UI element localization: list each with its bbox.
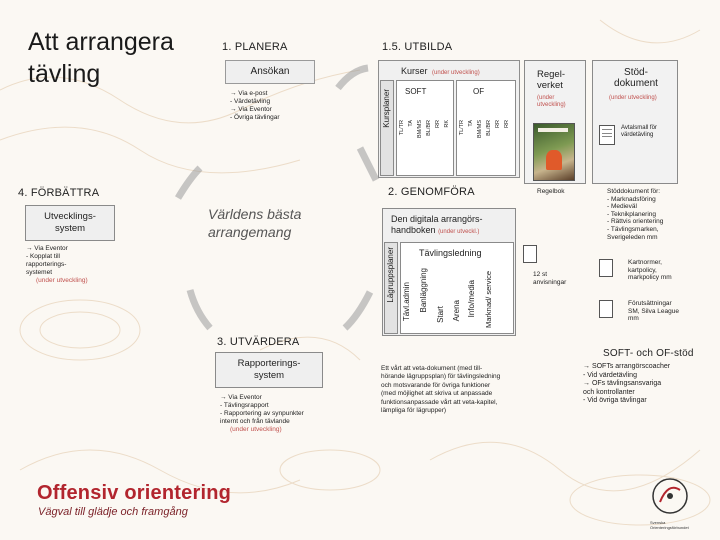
stod-list-item: - Marknadsföring bbox=[607, 195, 656, 203]
stod-label bbox=[601, 67, 671, 89]
digitala-label-line: Den digitala arrangörs- bbox=[391, 214, 483, 224]
section-soft-of: SOFT- och OF-stöd bbox=[603, 348, 694, 359]
stod-list-item: Sverigeleden mm bbox=[607, 233, 658, 241]
forutsattningar-icon bbox=[599, 300, 613, 318]
of-col: TL/TR bbox=[459, 120, 465, 136]
section-planera: 1. PLANERA bbox=[222, 41, 288, 53]
rapportering-box[interactable] bbox=[215, 352, 323, 388]
funktion-col: Marknad/ service bbox=[484, 270, 493, 328]
stod-box[interactable] bbox=[592, 60, 678, 184]
avtal-line: Avtalsmall för bbox=[621, 125, 657, 131]
forutsattningar-label bbox=[628, 300, 679, 323]
digital-desc-line: funktionsanpassade vårt att veta-kapitel, bbox=[381, 398, 498, 406]
federation-logo-text bbox=[650, 521, 689, 530]
kurser-label: Kurser bbox=[401, 66, 428, 76]
soft-label: SOFT bbox=[405, 87, 427, 96]
section-utbilda: 1.5. UTBILDA bbox=[382, 41, 453, 53]
funktion-col: Info/media bbox=[467, 280, 476, 318]
digital-desc-line: (med möjlighet att skriva ut anpassade bbox=[381, 390, 493, 398]
stod-list-title: Stöddokument för: bbox=[607, 188, 661, 195]
utvecklingssystem-label-line: system bbox=[54, 223, 86, 234]
of-col: RR bbox=[495, 120, 501, 128]
of-label: OF bbox=[473, 87, 485, 96]
stod-note: (under utveckling) bbox=[609, 95, 657, 101]
rapportering-note: (under utveckling) bbox=[230, 426, 282, 433]
regelverket-label-line: Regel- bbox=[537, 69, 565, 80]
of-col: RR bbox=[504, 120, 510, 128]
digitala-label-line-2 bbox=[391, 225, 483, 238]
utvecklingssystem-box[interactable] bbox=[25, 205, 115, 241]
rapportering-line: internt och från tävlande bbox=[220, 418, 290, 425]
stod-label-line: dokument bbox=[614, 78, 658, 89]
title-line-2: tävling bbox=[28, 60, 101, 88]
utveckling-line: - Kopplat till bbox=[26, 253, 60, 260]
footer-brand: Offensiv orientering bbox=[37, 482, 232, 504]
stod-list bbox=[607, 188, 707, 241]
kartnormer-line: kartpolicy, bbox=[628, 266, 657, 274]
digital-desc-line: hörande lägruppsplan) för tävlingsledning bbox=[381, 373, 501, 381]
regelverket-note-line: utveckling) bbox=[537, 102, 566, 108]
funktion-col: Tävl.admin bbox=[402, 282, 411, 322]
avtal-line: värdetävling bbox=[621, 132, 654, 138]
funktion-col: Start bbox=[436, 306, 445, 323]
utveckling-line: → Via Eventor bbox=[26, 245, 68, 252]
rapportering-line: - Rapportering av synpunkter bbox=[220, 410, 304, 417]
stod-list-item: - Teknikplanering bbox=[607, 210, 657, 218]
ansokan-line: → Via e-post bbox=[230, 90, 268, 97]
soft-of-list bbox=[583, 363, 713, 406]
kurser-label-row bbox=[401, 66, 480, 76]
kursplaner-label: Kursplaner bbox=[382, 89, 391, 128]
footer-tagline: Vägval till glädje och framgång bbox=[38, 506, 188, 518]
soft-col: TL/TR bbox=[399, 120, 405, 136]
forutsattningar-line: mm bbox=[628, 315, 639, 322]
rulebook-label: Regelbok bbox=[537, 188, 565, 195]
kartnormer-icon bbox=[599, 259, 613, 277]
soft-col: RR bbox=[435, 120, 441, 128]
soft-of-line: → OFs tävlingsansvariga bbox=[583, 380, 662, 388]
regelverket-label-line: verket bbox=[537, 80, 563, 91]
digitala-label-line: handboken bbox=[391, 225, 436, 235]
digitala-note: (under utveckl.) bbox=[438, 229, 480, 235]
ansokan-line: - Värdetävling bbox=[230, 98, 271, 105]
ansokan-details bbox=[230, 90, 350, 122]
utveckling-line: rapporterings- bbox=[26, 261, 67, 268]
document-icon bbox=[599, 125, 615, 145]
utvecklingssystem-label-line: Utvecklings- bbox=[44, 211, 96, 222]
kursplaner-strip bbox=[380, 80, 394, 176]
forutsattningar-line: SM, Silva League bbox=[628, 307, 679, 315]
logo-text-line: Orienteringsförbundet bbox=[650, 524, 689, 530]
digital-desc-line: Ett vårt att veta-dokument (med till- bbox=[381, 365, 483, 372]
rapportering-label bbox=[216, 353, 322, 382]
digital-desc-line: och motsvarande för övriga funktioner bbox=[381, 381, 491, 389]
funktion-col: Banläggning bbox=[419, 268, 428, 313]
soft-col: BM/MS bbox=[417, 120, 423, 139]
anvisningar-line: anvisningar bbox=[533, 278, 567, 286]
lagruppsplaner-strip bbox=[384, 242, 398, 334]
stod-list-item: - Rättvis orientering bbox=[607, 218, 664, 226]
forutsattningar-line: Förutsättningar bbox=[628, 300, 672, 307]
rulebook-image bbox=[533, 123, 575, 181]
rapportering-details bbox=[220, 394, 370, 434]
digital-desc-line: lämpliga för lägrupper) bbox=[381, 407, 447, 415]
soft-col: BL/BR bbox=[426, 120, 432, 136]
section-genomfora: 2. GENOMFÖRA bbox=[388, 186, 475, 198]
anvisningar-icon bbox=[523, 245, 537, 263]
section-forbattra: 4. FÖRBÄTTRA bbox=[18, 187, 100, 199]
ansokan-box[interactable] bbox=[225, 60, 315, 84]
rapportering-line: - Tävlingsrapport bbox=[220, 402, 269, 409]
rapportering-line: → Via Eventor bbox=[220, 394, 262, 401]
federation-logo bbox=[648, 476, 692, 520]
rapportering-label-line: Rapporterings- bbox=[237, 358, 301, 369]
of-col: BM/MS bbox=[477, 120, 483, 139]
logo-text-line: Svenska bbox=[650, 520, 666, 525]
of-col: BL/BR bbox=[486, 120, 492, 136]
varldens-basta bbox=[208, 205, 301, 241]
regelverket-note bbox=[537, 95, 566, 109]
title-line-1: Att arrangera bbox=[28, 28, 174, 56]
anvisningar-line: 12 st bbox=[533, 271, 548, 278]
tavlingsledning-label: Tävlingsledning bbox=[419, 248, 482, 258]
utveckling-line: systemet bbox=[26, 269, 53, 276]
kartnormer-line: markpolicy mm bbox=[628, 274, 672, 281]
digitala-label bbox=[391, 214, 483, 238]
soft-col: RK bbox=[444, 120, 450, 128]
soft-col: TA bbox=[408, 120, 414, 127]
utvecklingssystem-details bbox=[26, 245, 136, 285]
soft-of-line: - Vid värdetävling bbox=[583, 371, 637, 379]
soft-of-line: - Vid övriga tävlingar bbox=[583, 397, 647, 405]
kartnormer-label bbox=[628, 259, 672, 282]
regelverket-note-line: (under bbox=[537, 95, 555, 101]
stod-label-line: Stöd- bbox=[624, 67, 648, 78]
regelverket-label bbox=[537, 69, 565, 91]
varldens-line: Världens bästa bbox=[208, 206, 302, 222]
kartnormer-line: Kartnormer, bbox=[628, 259, 662, 266]
anvisningar-label bbox=[533, 271, 566, 286]
digital-description bbox=[381, 365, 551, 415]
varldens-line: arrangemang bbox=[208, 224, 292, 240]
utvecklingssystem-label bbox=[26, 206, 114, 235]
lagruppsplaner-label: Lägruppsplaner bbox=[386, 247, 395, 303]
soft-of-line: → SOFTs arrangörscoacher bbox=[583, 363, 671, 370]
ansokan-label: Ansökan bbox=[250, 66, 290, 77]
ansokan-line: → Via Eventor bbox=[230, 106, 272, 113]
avtal-label bbox=[621, 125, 657, 139]
regelverket-box[interactable] bbox=[524, 60, 586, 184]
of-col: TA bbox=[468, 120, 474, 127]
utveckling-note: (under utveckling) bbox=[36, 277, 88, 284]
section-utvardera: 3. UTVÄRDERA bbox=[217, 336, 300, 348]
stod-list-item: - Tävlingsmarken, bbox=[607, 225, 659, 233]
soft-of-line: och kontrollanter bbox=[583, 388, 635, 396]
ansokan-line: - Övriga tävlingar bbox=[230, 114, 280, 121]
stod-list-item: - Medieväl bbox=[607, 203, 637, 211]
rapportering-label-line: system bbox=[253, 370, 285, 381]
funktion-col: Arena bbox=[452, 300, 461, 322]
kurser-note: (under utveckling) bbox=[432, 70, 480, 76]
